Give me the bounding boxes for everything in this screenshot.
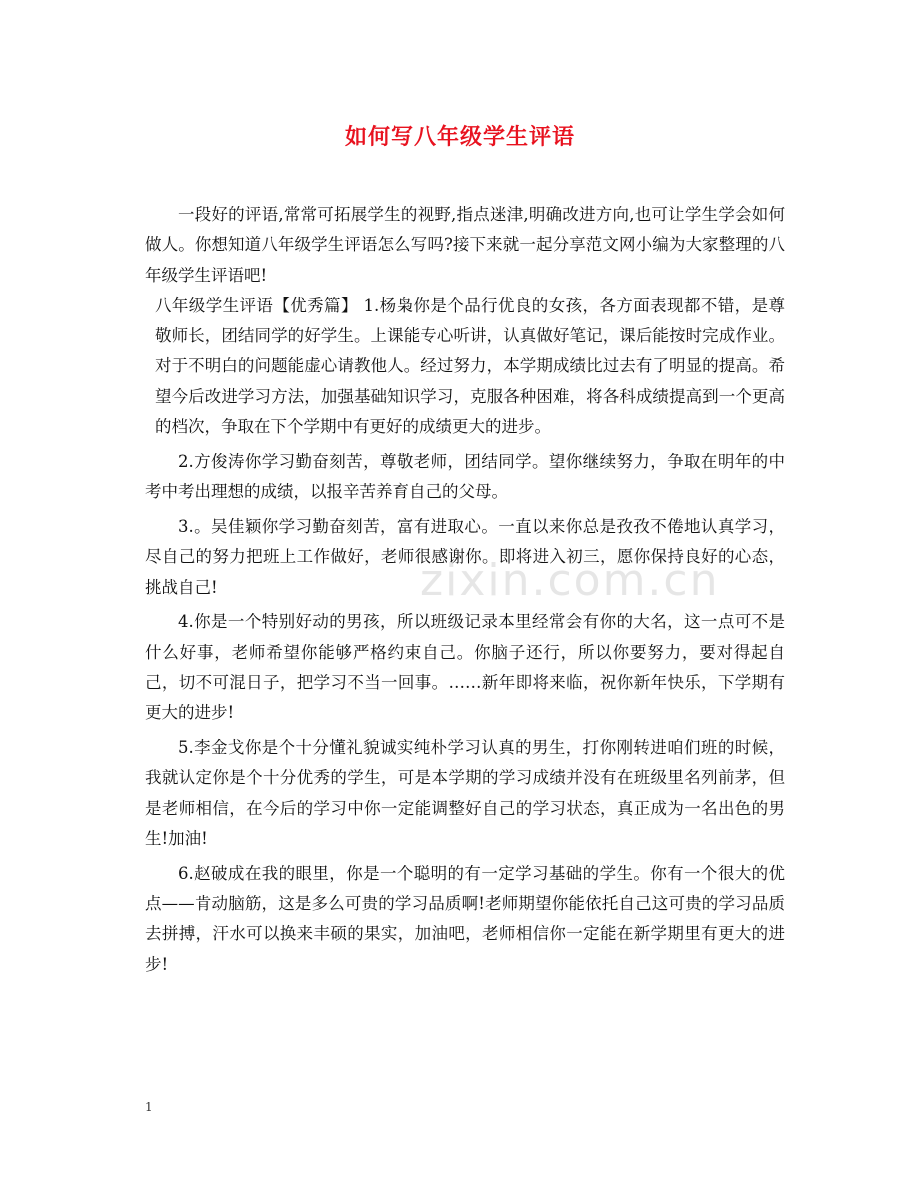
section-paragraph-1: 八年级学生评语【优秀篇】 1.杨枭你是个品行优良的女孩，各方面表现都不错，是尊敬师长，团结同学的好学生。上课能专心听讲，认真做好笔记，课后能按时完成作业。对于不明白的问题能虚心请教他人。经过努力，本学期成绩比过去有了明显的提高。希望今后改进学习方法，加强基础知识学习，克服各种困难，将各科成绩提高到一个更高的档次，争取在下个学期中有更好的成绩更大的进步。	[155, 295, 785, 437]
page-number: 1	[145, 1100, 153, 1114]
comment-paragraph-3: 3.。吴佳颖你学习勤奋刻苦，富有进取心。一直以来你总是孜孜不倦地认真学习，尽自己的努力把班上工作做好，老师很感谢你。即将进入初三，愿你保持良好的心态，挑战自己!	[145, 516, 785, 597]
comment-paragraph-5: 5.李金戈你是个十分懂礼貌诚实纯朴学习认真的男生，打你刚转进咱们班的时候，我就认定你是个十分优秀的学生，可是本学期的学习成绩并没有在班级里名列前茅，但是老师相信，在今后的学习中你一定能调整好自己的学习状态，真正成为一名出色的男生!加油!	[145, 738, 785, 848]
comment-paragraph-6: 6.赵破成在我的眼里，你是一个聪明的有一定学习基础的学生。你有一个很大的优点——肯动脑筋，这是多么可贵的学习品质啊!老师期望你能依托自己这可贵的学习品质去拼搏，汗水可以换来丰硕的果实，加油吧，老师相信你一定能在新学期里有更大的进步!	[145, 863, 785, 974]
watermark: zixin.com.cn	[420, 555, 720, 606]
comment-paragraph-2: 2.方俊涛你学习勤奋刻苦，尊敬老师，团结同学。望你继续努力，争取在明年的中考中考出理想的成绩，以报辛苦养育自己的父母。	[145, 451, 785, 502]
comment-paragraph-4: 4.你是一个特别好动的男孩，所以班级记录本里经常会有你的大名，这一点可不是什么好事，老师希望你能够严格约束自己。你脑子还行，所以你要努力，要对得起自己，切不可混日子，把学习不当一回事。……新年即将来临，祝你新年快乐，下学期有更大的进步!	[145, 612, 785, 723]
intro-paragraph: 一段好的评语,常常可拓展学生的视野,指点迷津,明确改进方向,也可让学生学会如何做人。你想知道八年级学生评语怎么写吗?接下来就一起分享范文网小编为大家整理的八年级学生评语吧!	[145, 205, 785, 285]
document-title: 如何写八年级学生评语	[344, 124, 575, 150]
